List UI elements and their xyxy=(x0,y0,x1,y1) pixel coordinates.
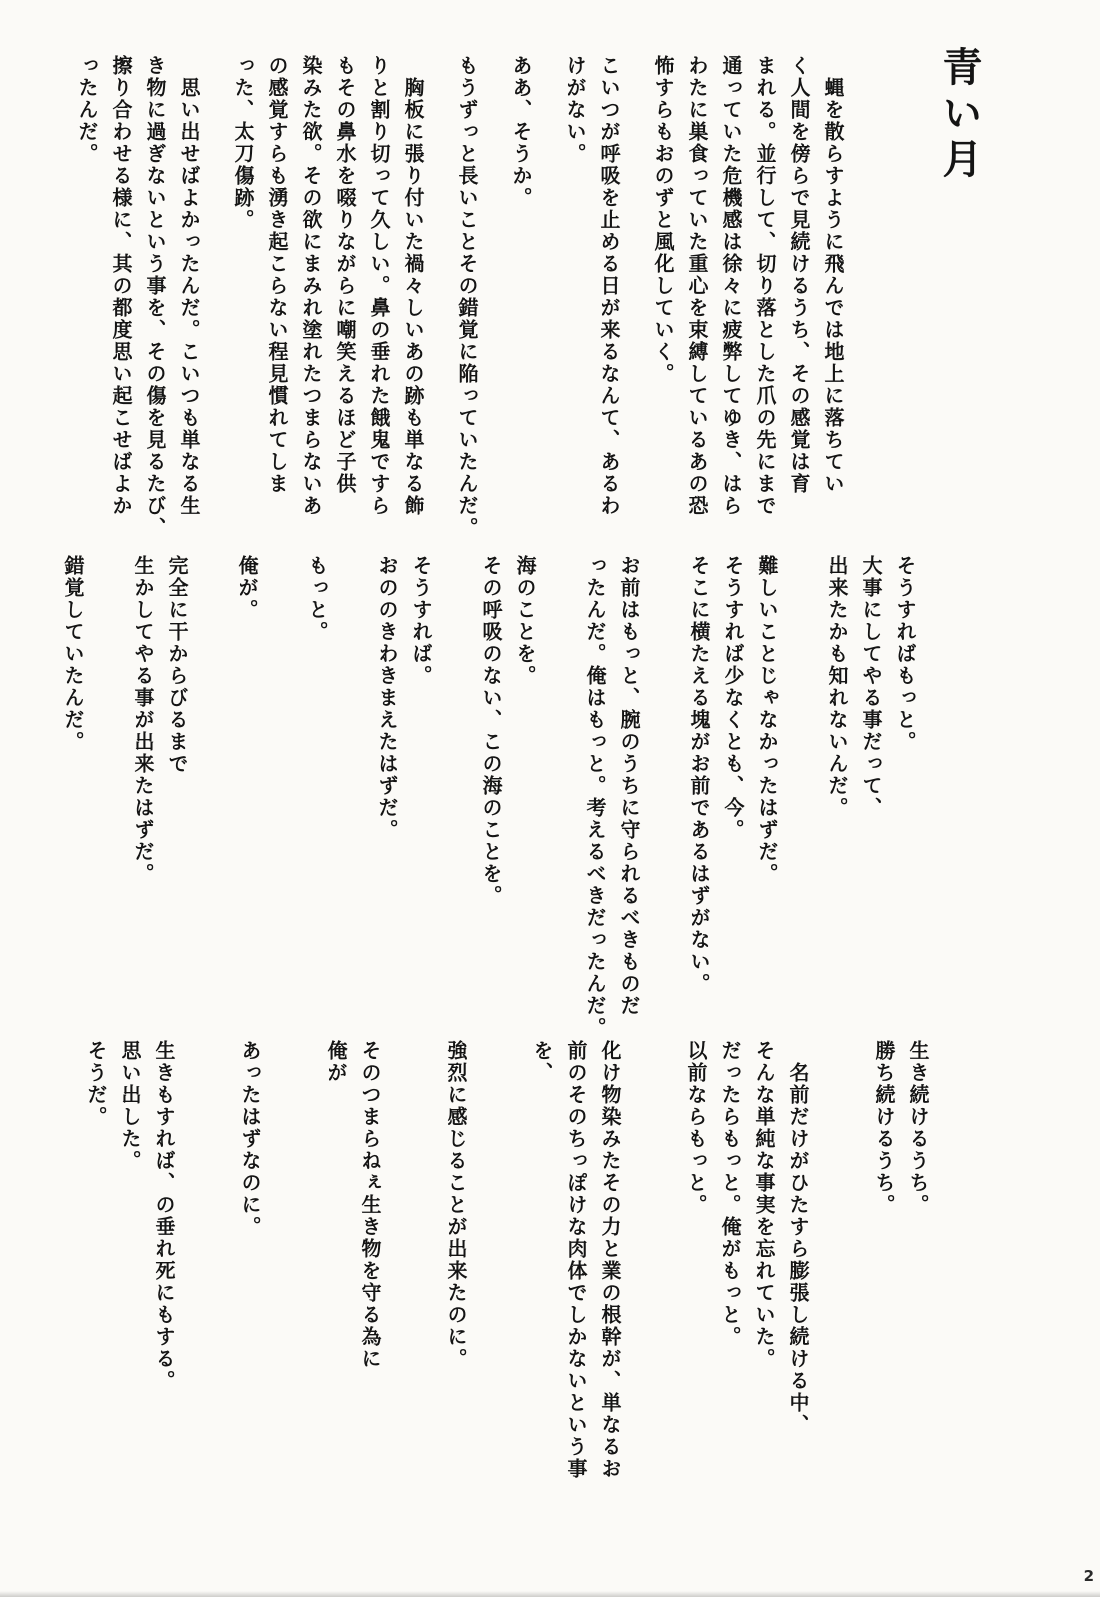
text-column: 名前だけがひたすら膨張し続ける中、 xyxy=(786,1062,810,1436)
text-column: その呼吸のない、この海のことを。 xyxy=(479,555,503,907)
text-column: った、太刀傷跡。 xyxy=(231,55,255,231)
text-band-middle xyxy=(56,555,922,1039)
text-column: おののきわきまえたはずだ。 xyxy=(375,555,399,841)
text-column: 前のそのちっぽけな肉体でしかないという事 xyxy=(564,1040,588,1480)
text-column: 勝ち続けるうち。 xyxy=(872,1040,896,1216)
text-column: りと割り切って久しい。鼻の垂れた餓鬼ですら xyxy=(367,55,391,517)
text-column: 染みた欲。その欲にまみれ塗れたつまらないあ xyxy=(299,55,323,517)
paragraph xyxy=(867,1040,935,1510)
text-column: 難しいことじゃなかったはずだ。 xyxy=(755,555,779,885)
text-column: まれる。並行して、切り落とした爪の先にまで xyxy=(753,55,777,517)
paragraph xyxy=(319,1040,387,1510)
text-column: そうすれば少なくとも、今。 xyxy=(721,555,745,841)
paragraph xyxy=(679,1040,815,1510)
text-band-top xyxy=(70,55,850,540)
paragraph xyxy=(230,555,264,1025)
text-column: ああ、そうか。 xyxy=(509,55,533,209)
text-column: 強烈に感じることが出来たのに。 xyxy=(444,1040,468,1370)
text-column: 完全に干からびるまで xyxy=(165,555,189,775)
text-column: そこに横たえる塊がお前であるはずがない。 xyxy=(687,555,711,995)
paragraph xyxy=(300,555,334,1025)
text-column: わたに巣食っていた重心を束縛しているあの恐 xyxy=(685,55,709,517)
text-column: 錯覚していたんだ。 xyxy=(61,555,85,753)
text-column: 胸板に張り付いた禍々しいあの跡も単なる飾 xyxy=(401,77,425,517)
paragraph xyxy=(79,1040,181,1510)
text-column: 出来たかも知れないんだ。 xyxy=(825,555,849,819)
text-column: そんな単純な事実を忘れていた。 xyxy=(752,1040,776,1370)
paragraph xyxy=(646,55,850,540)
text-column: 大事にしてやる事だって、 xyxy=(859,555,883,819)
paragraph xyxy=(56,555,90,1025)
text-column: の感覚すらも湧き起こらない程見慣れてしま xyxy=(265,55,289,495)
text-column: 生き続けるうち。 xyxy=(906,1040,930,1216)
text-column: 俺が。 xyxy=(235,555,259,621)
text-column: 蝿を散らすように飛んでは地上に落ちてい xyxy=(821,77,845,495)
paragraph xyxy=(126,555,194,1025)
text-column: 思い出せばよかったんだ。こいつも単なる生 xyxy=(177,77,201,517)
text-column: こいつが呼吸を止める日が来るなんて、あるわ xyxy=(597,55,621,517)
text-column: もうずっと長いことその錯覚に陥っていたんだ。 xyxy=(455,55,479,539)
text-column: く人間を傍らで見続けるうち、その感覚は育 xyxy=(787,55,811,495)
text-column: 俺が xyxy=(324,1040,348,1084)
paragraph xyxy=(682,555,784,1025)
text-column: 生きもすれば、の垂れ死にもする。 xyxy=(152,1040,176,1392)
paragraph xyxy=(450,55,484,540)
text-column: 通っていた危機感は徐々に疲弊してゆき、はら xyxy=(719,55,743,517)
paragraph xyxy=(370,555,438,1025)
text-column: もっと。 xyxy=(305,555,329,643)
paragraph xyxy=(226,55,430,540)
text-column: そのつまらねぇ生き物を守る為に xyxy=(358,1040,382,1370)
text-column: 生かしてやる事が出来たはずだ。 xyxy=(131,555,155,885)
paragraph xyxy=(578,555,646,1039)
page-title: 青い月 xyxy=(936,46,982,184)
paragraph xyxy=(504,55,538,540)
text-column: もその鼻水を啜りながらに嘲笑えるほど子供 xyxy=(333,55,357,495)
text-column: そうだ。 xyxy=(84,1040,108,1128)
paragraph xyxy=(70,55,206,540)
paragraph xyxy=(474,555,542,1025)
text-column: き物に過ぎないという事を、その傷を見るたび、 xyxy=(143,55,167,539)
page-number: 2 xyxy=(1083,1567,1094,1585)
text-column: けがない。 xyxy=(563,55,587,165)
paragraph xyxy=(525,1040,627,1510)
text-column: 思い出した。 xyxy=(118,1040,142,1172)
text-column: ったんだ。 xyxy=(75,55,99,165)
text-column: お前はもっと、腕のうちに守られるべきものだ xyxy=(617,555,641,1017)
paragraph xyxy=(233,1040,267,1510)
text-column: あったはずなのに。 xyxy=(238,1040,262,1238)
text-column: 擦り合わせる様に、其の都度思い起こせばよか xyxy=(109,55,133,517)
text-column: 海のことを。 xyxy=(513,555,537,687)
text-column: 怖すらもおのずと風化していく。 xyxy=(651,55,675,385)
text-column: 化け物染みたその力と業の根幹が、単なるお xyxy=(598,1040,622,1480)
text-column: そうすれば。 xyxy=(409,555,433,687)
text-column: だったらもっと。俺がもっと。 xyxy=(718,1040,742,1348)
text-column: そうすればもっと。 xyxy=(893,555,917,753)
text-column: を、 xyxy=(530,1040,554,1084)
text-column: ったんだ。俺はもっと。考えるべきだったんだ。 xyxy=(583,555,607,1039)
text-band-bottom xyxy=(79,1040,935,1510)
paragraph xyxy=(558,55,626,540)
paragraph xyxy=(439,1040,473,1510)
paragraph xyxy=(820,555,922,1025)
text-column: 以前ならもっと。 xyxy=(684,1040,708,1216)
